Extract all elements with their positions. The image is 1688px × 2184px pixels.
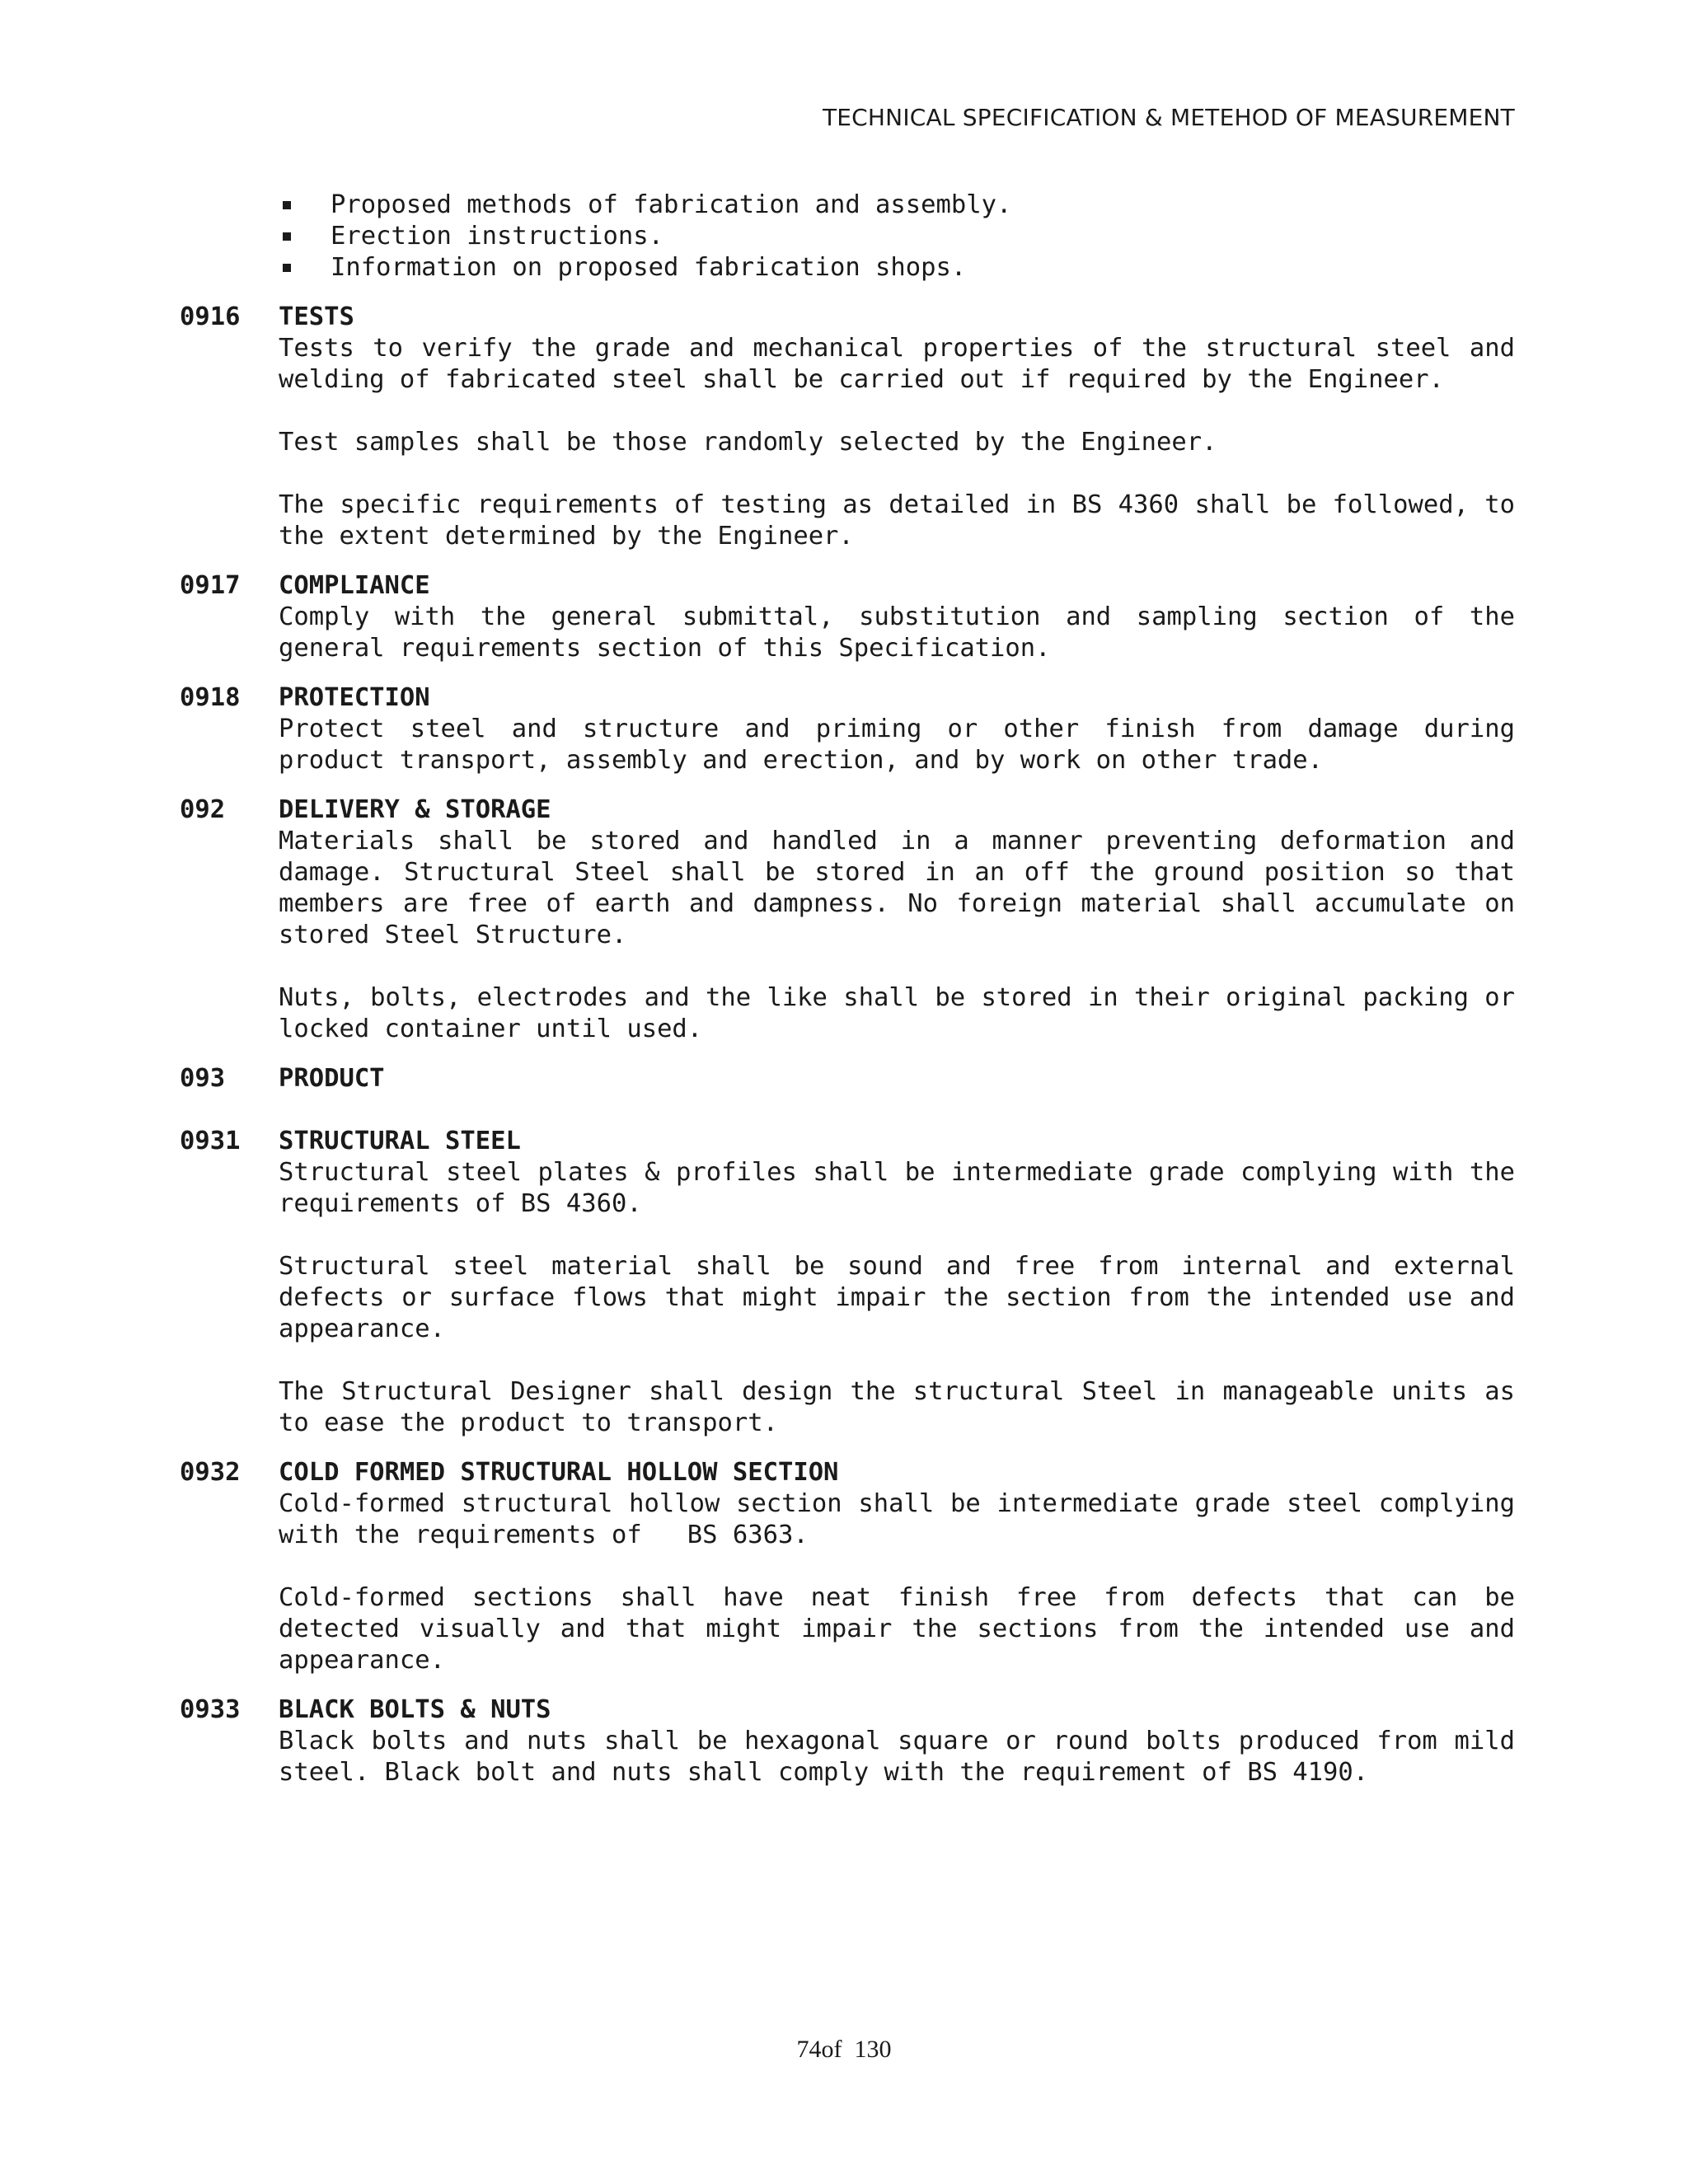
- list-item: Information on proposed fabrication shops.: [180, 252, 1515, 284]
- page-header-title: TECHNICAL SPECIFICATION & METEHOD OF MEASUREMENT: [822, 104, 1515, 131]
- list-item: Proposed methods of fabrication and assembly.: [180, 190, 1515, 221]
- section-number: 0933: [180, 1695, 241, 1724]
- paragraph: The Structural Designer shall design the structural Steel in manageable units as to ease the product to transport.: [279, 1377, 1515, 1437]
- section-092-delivery-storage: [180, 794, 1515, 1045]
- square-bullet-icon: [283, 232, 291, 241]
- paragraph: Test samples shall be those randomly selected by the Engineer.: [279, 428, 1217, 457]
- paragraph: Black bolts and nuts shall be hexagonal square or round bolts produced from mild steel. Black bolt and nuts shall comply with the requirement of BS 4190.: [279, 1727, 1515, 1787]
- paragraph: The specific requirements of testing as detailed in BS 4360 shall be followed, to the extent determined by the Engineer.: [279, 490, 1515, 551]
- paragraph: Cold-formed structural hollow section shall be intermediate grade steel complying with the requirements of BS 6363.: [279, 1489, 1531, 1549]
- square-bullet-icon: [283, 201, 291, 209]
- section-number: 0918: [180, 683, 241, 712]
- paragraph: Structural steel material shall be sound and free from internal and external defects or surface flows that might impair the section from the intended use and appearance.: [279, 1252, 1515, 1343]
- section-number: 0917: [180, 571, 241, 600]
- section-title: TESTS: [279, 302, 354, 331]
- section-title: COLD FORMED STRUCTURAL HOLLOW SECTION: [279, 1458, 839, 1487]
- section-0932-cold-formed-hollow-section: [180, 1457, 1531, 1676]
- paragraph: Protect steel and structure and priming or other finish from damage during product transport, assembly and erection, and by work on other trade.: [279, 715, 1515, 775]
- paragraph: Comply with the general submittal, substitution and sampling section of the general requirements section of this Specification.: [279, 602, 1515, 663]
- section-title: DELIVERY & STORAGE: [279, 795, 551, 824]
- document-body: [180, 190, 1531, 1807]
- paragraph: Tests to verify the grade and mechanical properties of the structural steel and welding of fabricated steel shall be carried out if required by the Engineer.: [279, 334, 1515, 394]
- section-0933-black-bolts-nuts: [180, 1694, 1515, 1788]
- section-number: 0931: [180, 1127, 241, 1155]
- section-0917-compliance: [180, 570, 1515, 664]
- section-title: BLACK BOLTS & NUTS: [279, 1695, 551, 1724]
- section-0918-protection: [180, 682, 1515, 776]
- page-number: 74of 130: [796, 2036, 892, 2063]
- section-number: 092: [180, 795, 226, 824]
- paragraph: Nuts, bolts, electrodes and the like shall be stored in their original packing or locked container until used.: [279, 983, 1515, 1043]
- section-title: COMPLIANCE: [279, 571, 430, 600]
- section-0916-tests: [180, 302, 1515, 552]
- section-number: 0932: [180, 1458, 241, 1487]
- section-number: 093: [180, 1064, 226, 1093]
- square-bullet-icon: [283, 264, 291, 272]
- section-title: PROTECTION: [279, 683, 430, 712]
- section-title: STRUCTURAL STEEL: [279, 1127, 521, 1155]
- list-item: Erection instructions.: [180, 221, 1515, 252]
- section-093-product: [180, 1063, 1515, 1094]
- paragraph: Cold-formed sections shall have neat finish free from defects that can be detected visually and that might impair the sections from the intended use and appearance.: [279, 1583, 1515, 1675]
- bullet-list: [180, 190, 1515, 284]
- section-number: 0916: [180, 302, 241, 331]
- section-title: PRODUCT: [279, 1064, 385, 1093]
- paragraph: Structural steel plates & profiles shall be intermediate grade complying with the requirements of BS 4360.: [279, 1158, 1515, 1218]
- paragraph: Materials shall be stored and handled in a manner preventing deformation and damage. Structural Steel shall be stored in an off the ground position so that members are free of earth and dampness. No foreign material shall accumulate on stored Steel Structure.: [279, 827, 1515, 949]
- section-0931-structural-steel: [180, 1126, 1515, 1439]
